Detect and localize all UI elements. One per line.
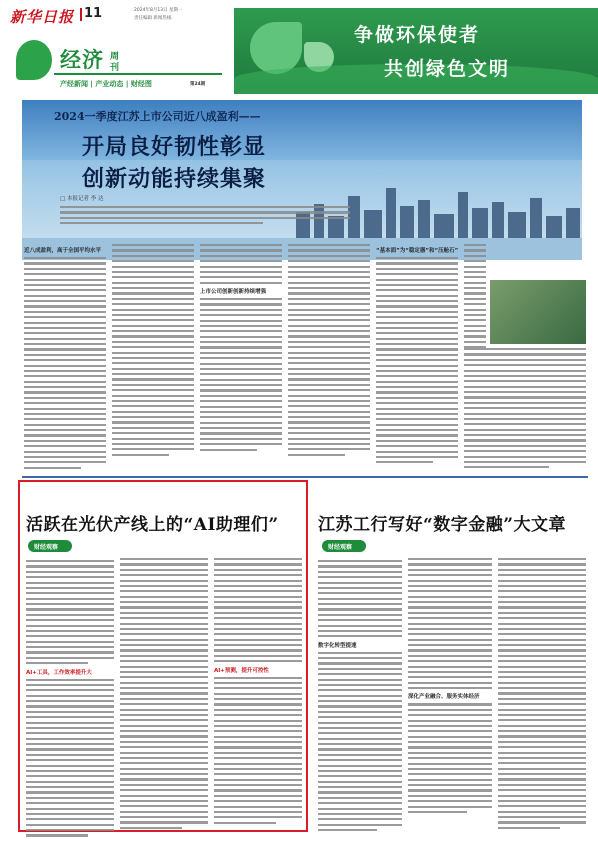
- section-title: 经济: [60, 47, 104, 72]
- editor-info: 责任编辑 新闻热线: [134, 16, 172, 21]
- article-subhead: 数字化转型提速: [318, 642, 357, 649]
- column-subhead: “基本面”为“稳定器”和“压舱石”: [376, 248, 459, 254]
- column-subhead: 上市公司创新创新持续增强: [200, 289, 267, 295]
- banner-line-2: 共创绿色文明: [384, 58, 511, 80]
- page-number: 11: [84, 6, 103, 21]
- feature-headline-1: 开局良好韧性彰显: [82, 134, 267, 160]
- feature-column-3: [200, 244, 282, 454]
- section-divider: [54, 73, 222, 75]
- article-subhead: AI+工具，工作效率提升大: [26, 669, 92, 676]
- leaf-icon: [250, 22, 302, 74]
- article-right-column-3: [498, 512, 586, 832]
- leaf-icon: [16, 40, 52, 80]
- column-subhead: 近八成盈利，高于全国平均水平: [24, 248, 102, 254]
- article-tag: 财经观察: [34, 544, 59, 551]
- feature-headline-2: 创新动能持续集聚: [82, 166, 267, 192]
- feature-column-1: [24, 244, 106, 472]
- article-left-column-1: [26, 560, 114, 840]
- section-divider: [22, 476, 588, 478]
- feature-column-6: [464, 348, 586, 472]
- newspaper-logo: 新华日报: [10, 8, 75, 26]
- page-number-divider: [80, 8, 82, 21]
- feature-column-6-top: [464, 244, 486, 352]
- feature-kicker: 2024一季度江苏上市公司近八成盈利——: [54, 110, 261, 123]
- article-left-headline: 活跃在光伏产线上的“AI助理们”: [26, 515, 279, 535]
- feature-deck: [60, 206, 350, 228]
- section-subtitle: 周刊: [110, 52, 120, 73]
- article-right-column-2: [408, 512, 492, 816]
- article-subhead: AI+预测，提升可控性: [214, 667, 269, 674]
- article-left-column-2: [120, 512, 208, 832]
- inset-photo: [490, 280, 586, 344]
- banner-line-1: 争做环保使者: [354, 24, 481, 46]
- section-tags: 产经新闻 | 产业动态 | 财经图: [60, 80, 152, 88]
- article-subhead: 深化产业融合、服务实体经济: [408, 694, 480, 701]
- feature-column-2: [112, 244, 194, 459]
- article-tag: 财经观察: [328, 544, 353, 551]
- feature-byline: □ 本报记者 李 达: [60, 196, 104, 202]
- eco-banner: [234, 8, 598, 94]
- issue-number: 第24期: [190, 82, 206, 87]
- date-info: 2024年8月13日 星期一: [134, 8, 183, 13]
- article-right-headline: 江苏工行写好“数字金融”大文章: [318, 515, 567, 535]
- article-left-column-3: [214, 512, 302, 827]
- feature-column-5: [376, 244, 458, 467]
- feature-column-4: [288, 244, 370, 459]
- article-right-column-1: [318, 560, 402, 834]
- feature-image: [22, 100, 582, 260]
